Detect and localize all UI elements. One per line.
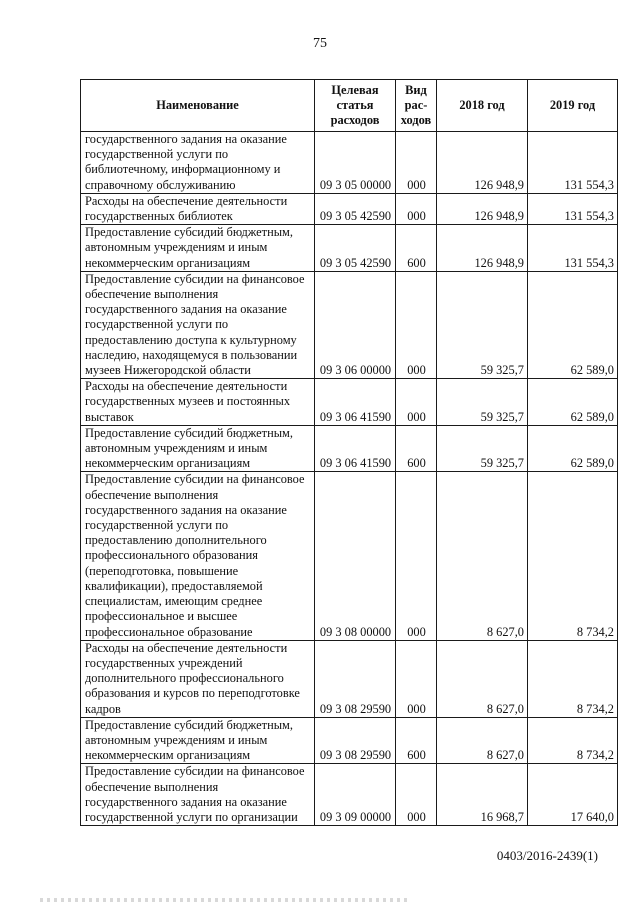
- header-2019: 2019 год: [528, 80, 618, 132]
- row-kind: 600: [396, 717, 437, 764]
- table-row: [81, 271, 618, 378]
- row-amount-2019: 8 734,2: [528, 717, 618, 764]
- header-kind: Вид рас- ходов: [396, 80, 437, 132]
- row-kind: 000: [396, 193, 437, 224]
- table-row: [81, 425, 618, 472]
- row-amount-2018: 126 948,9: [437, 132, 528, 194]
- row-amount-2018: 59 325,7: [437, 379, 528, 426]
- row-kind: 000: [396, 271, 437, 378]
- row-name: государственного задания на оказание государственной услуги по библиотечному, информационному и справочному обслуживанию: [81, 132, 315, 194]
- row-code: 09 3 06 41590: [315, 425, 396, 472]
- row-amount-2018: 8 627,0: [437, 472, 528, 640]
- row-amount-2018: 126 948,9: [437, 193, 528, 224]
- row-code: 09 3 05 42590: [315, 225, 396, 272]
- row-amount-2019: 17 640,0: [528, 764, 618, 826]
- row-kind: 000: [396, 132, 437, 194]
- row-kind: 600: [396, 425, 437, 472]
- table-row: [81, 225, 618, 272]
- row-code: 09 3 08 00000: [315, 472, 396, 640]
- row-name: Расходы на обеспечение деятельности государственных музеев и постоянных выставок: [81, 379, 315, 426]
- scan-edge-artifact: [40, 898, 410, 902]
- row-kind: 000: [396, 640, 437, 717]
- row-kind: 000: [396, 764, 437, 826]
- budget-table: [80, 79, 618, 826]
- row-name: Предоставление субсидии на финансовое обеспечение выполнения государственного задания на оказание государственной услуги по предоставлению доступа к культурному наследию, находящемуся в пользовании музеев Нижегородской области: [81, 271, 315, 378]
- header-code: Целевая статья расходов: [315, 80, 396, 132]
- row-name: Предоставление субсидий бюджетным, автономным учреждениям и иным некоммерческим организациям: [81, 425, 315, 472]
- row-amount-2019: 131 554,3: [528, 225, 618, 272]
- table-row: [81, 640, 618, 717]
- row-amount-2019: 62 589,0: [528, 425, 618, 472]
- row-kind: 600: [396, 225, 437, 272]
- row-code: 09 3 06 00000: [315, 271, 396, 378]
- row-amount-2019: 8 734,2: [528, 472, 618, 640]
- table-header-row: [81, 80, 618, 132]
- row-amount-2018: 59 325,7: [437, 271, 528, 378]
- row-code: 09 3 05 00000: [315, 132, 396, 194]
- row-amount-2018: 8 627,0: [437, 640, 528, 717]
- row-name: Расходы на обеспечение деятельности государственных библиотек: [81, 193, 315, 224]
- row-amount-2018: 8 627,0: [437, 717, 528, 764]
- row-name: Предоставление субсидии на финансовое обеспечение выполнения государственного задания на оказание государственной услуги по организации: [81, 764, 315, 826]
- table-row: [81, 132, 618, 194]
- row-code: 09 3 06 41590: [315, 379, 396, 426]
- row-name: Предоставление субсидий бюджетным, автономным учреждениям и иным некоммерческим организациям: [81, 225, 315, 272]
- row-kind: 000: [396, 379, 437, 426]
- row-amount-2019: 8 734,2: [528, 640, 618, 717]
- header-2018: 2018 год: [437, 80, 528, 132]
- row-amount-2019: 62 589,0: [528, 379, 618, 426]
- table-row: [81, 764, 618, 826]
- row-code: 09 3 09 00000: [315, 764, 396, 826]
- page-number: 75: [313, 36, 327, 51]
- row-amount-2019: 131 554,3: [528, 193, 618, 224]
- row-amount-2018: 16 968,7: [437, 764, 528, 826]
- row-amount-2018: 59 325,7: [437, 425, 528, 472]
- row-name: Предоставление субсидии на финансовое обеспечение выполнения государственного задания на оказание государственной услуги по предоставлению дополнительного профессионального образования (переподготовка, повышение квалификации), предоставляемой специалистам, имеющим среднее профессиональное и высшее профессиональное образование: [81, 472, 315, 640]
- document-code: 0403/2016-2439(1): [496, 848, 598, 863]
- table-row: [81, 472, 618, 640]
- row-amount-2019: 62 589,0: [528, 271, 618, 378]
- row-kind: 000: [396, 472, 437, 640]
- row-name: Расходы на обеспечение деятельности государственных учреждений дополнительного профессионального образования и курсов по переподготовке кадров: [81, 640, 315, 717]
- header-name: Наименование: [81, 80, 315, 132]
- table-row: [81, 379, 618, 426]
- table-row: [81, 717, 618, 764]
- row-code: 09 3 05 42590: [315, 193, 396, 224]
- row-amount-2019: 131 554,3: [528, 132, 618, 194]
- row-name: Предоставление субсидий бюджетным, автономным учреждениям и иным некоммерческим организациям: [81, 717, 315, 764]
- table-row: [81, 193, 618, 224]
- row-amount-2018: 126 948,9: [437, 225, 528, 272]
- row-code: 09 3 08 29590: [315, 640, 396, 717]
- row-code: 09 3 08 29590: [315, 717, 396, 764]
